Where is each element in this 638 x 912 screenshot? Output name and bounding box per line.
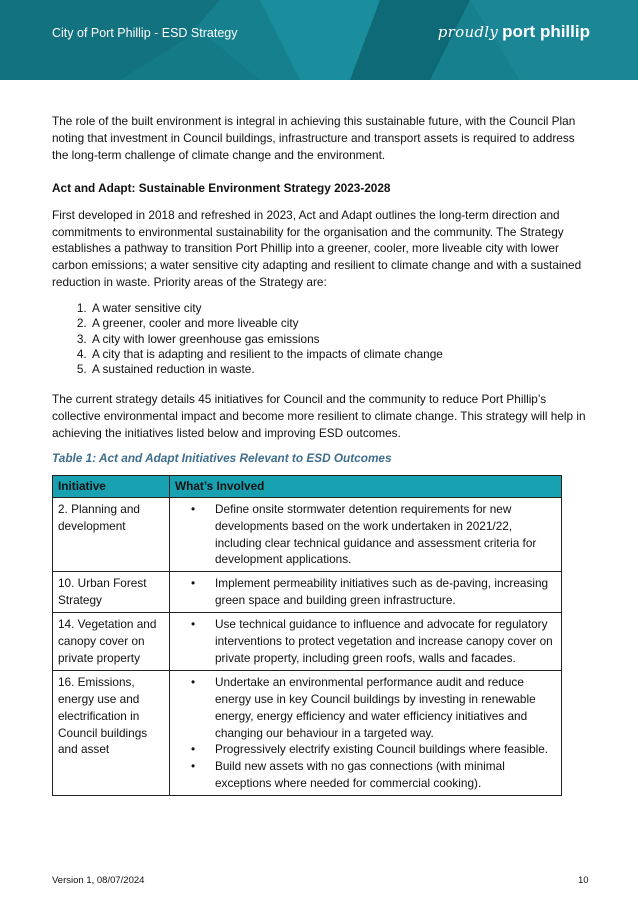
table-row xyxy=(53,613,562,671)
priority-item: 4. A city that is adapting and resilient to the impacts of climate change xyxy=(90,347,592,362)
priority-item: 1. A water sensitive city xyxy=(90,301,592,316)
whats-involved-cell xyxy=(170,572,562,613)
whats-involved-cell xyxy=(170,497,562,572)
priority-item: 2. A greener, cooler and more liveable city xyxy=(90,316,592,331)
table-caption: Table 1: Act and Adapt Initiatives Relevant to ESD Outcomes xyxy=(52,450,392,465)
table-row xyxy=(53,572,562,613)
bullet-item: • Use technical guidance to influence and advocate for regulatory interventions to protect vegetation and increase canopy cover on private property, including green roofs, walls and facades. xyxy=(215,616,553,667)
whats-involved-cell xyxy=(170,613,562,671)
logo-bold-text: port phillip xyxy=(502,22,590,41)
intro-paragraph: The role of the built environment is integral in achieving this sustainable future, with the Council Plan noting that investment in Council buildings, infrastructure and transport assets is required to address the long-term challenge of climate change and the environment. xyxy=(52,114,576,162)
column-header-initiative: Initiative xyxy=(53,475,170,497)
logo-script-text: proudly xyxy=(437,23,499,41)
footer-version: Version 1, 08/07/2024 xyxy=(52,875,145,886)
section-heading: Act and Adapt: Sustainable Environment Strategy 2023-2028 xyxy=(52,180,391,195)
document-title: City of Port Phillip - ESD Strategy xyxy=(52,26,238,40)
bullet-item: • Progressively electrify existing Council buildings where feasible. xyxy=(215,741,553,758)
bullet-item: • Define onsite stormwater detention requirements for new developments based on the work undertaken in 2021/22, including clear technical guidance and assessment criteria for development applications. xyxy=(215,501,553,569)
table-header-row xyxy=(53,475,562,497)
initiative-cell: 10. Urban Forest Strategy xyxy=(53,572,170,613)
bullet-item: • Implement permeability initiatives such as de-paving, increasing green space and building green infrastructure. xyxy=(215,575,553,609)
priority-item: 5. A sustained reduction in waste. xyxy=(90,362,592,377)
table-row xyxy=(53,497,562,572)
bullet-item: • Undertake an environmental performance audit and reduce energy use in key Council buildings by investing in renewable energy, energy efficiency and water efficiency initiatives and changing our behaviour in a targeted way. xyxy=(215,674,553,742)
priority-list xyxy=(52,301,592,377)
priority-item: 3. A city with lower greenhouse gas emissions xyxy=(90,332,592,347)
page-header xyxy=(0,0,638,80)
footer-page-number: 10 xyxy=(578,875,589,886)
table-row xyxy=(53,670,562,795)
bullet-item: • Build new assets with no gas connections (with minimal exceptions where needed for commercial cooking). xyxy=(215,758,553,792)
initiative-cell: 2. Planning and development xyxy=(53,497,170,572)
strategy-paragraph: First developed in 2018 and refreshed in 2023, Act and Adapt outlines the long-term direction and commitments to environmental sustainability for the organisation and the community. The Strategy establishes a pathway to transition Port Phillip into a greener, cooler, more liveable city with lower carbon emissions; a water sensitive city adapting and resilient to climate change and with a sustained reduction in waste. Priority areas of the Strategy are: xyxy=(52,207,582,290)
initiative-cell: 14. Vegetation and canopy cover on private property xyxy=(53,613,170,671)
council-logo xyxy=(438,22,590,42)
column-header-whats-involved: What’s Involved xyxy=(170,475,562,497)
initiatives-table xyxy=(52,475,562,796)
page-content xyxy=(52,113,592,796)
initiatives-paragraph: The current strategy details 45 initiatives for Council and the community to reduce Port Phillip’s collective environmental impact and become more resilient to climate change. This strategy will help in achieving the initiatives listed below and improving ESD outcomes. xyxy=(52,392,586,440)
initiative-cell: 16. Emissions, energy use and electrification in Council buildings and asset xyxy=(53,670,170,795)
whats-involved-cell xyxy=(170,670,562,795)
